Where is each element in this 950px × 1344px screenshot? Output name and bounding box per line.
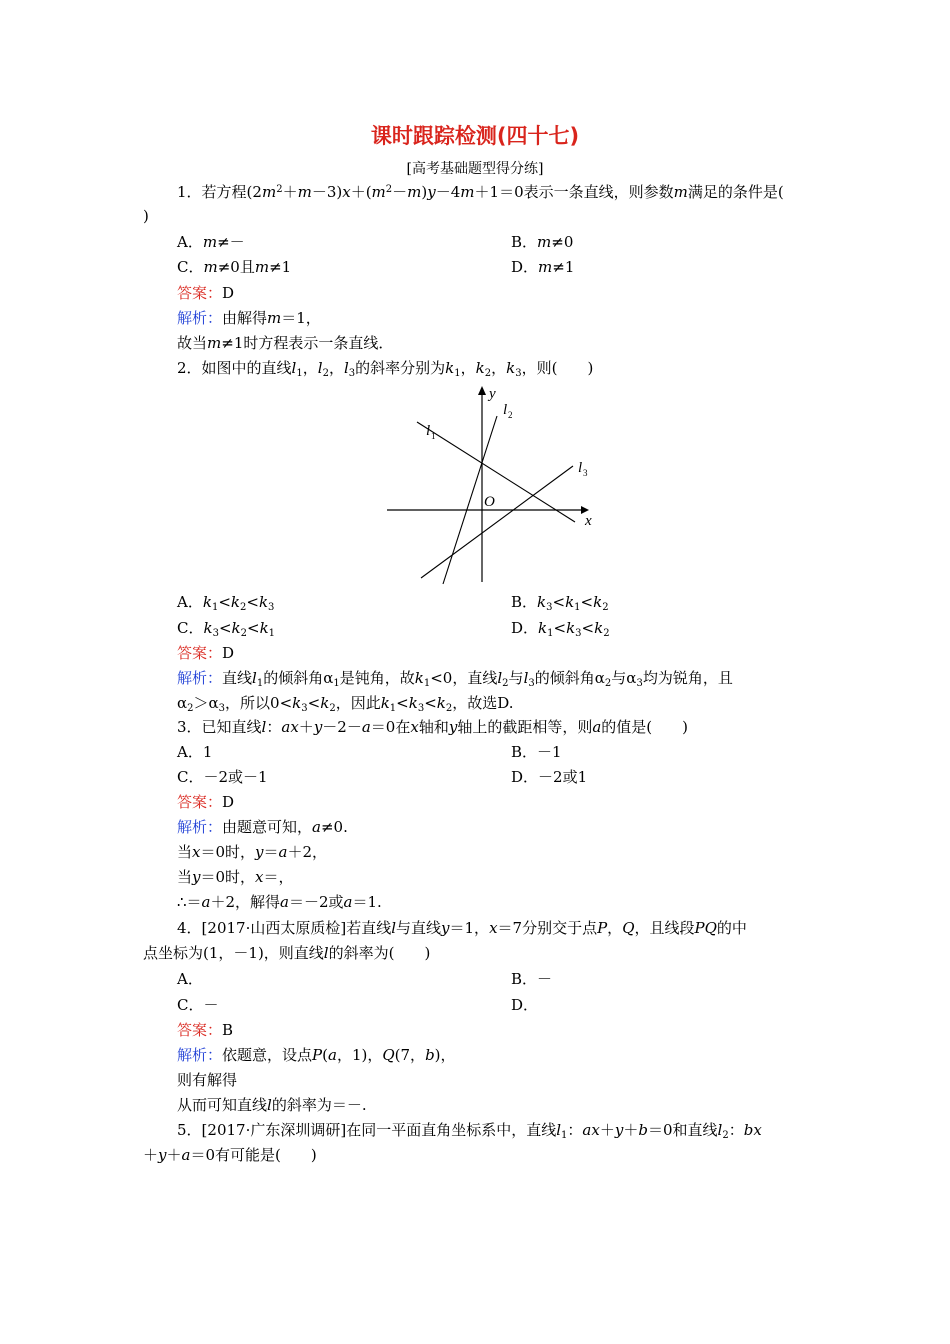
l1-subscript: 1	[431, 431, 436, 441]
q1-analysis: 解析：由解得m＝1，	[177, 309, 321, 327]
q4-analysis-3: 从而可知直线l的斜率为＝－.	[177, 1096, 367, 1114]
l3-label: l	[578, 460, 583, 476]
q3-analysis-4: ∴＝a＋2，解得a＝－2或a＝1.	[177, 893, 382, 911]
q1-option-b: B．m≠0	[511, 233, 574, 251]
q1-stem: 1．若方程$(2m^2+m-3)x+(m^2-m)y-4m+1=0$表示一条直线，则参数m满足的条件是(	[177, 183, 784, 201]
l2-label: l	[503, 402, 508, 418]
q2-option-c: C．$k_3<k_2<k_1$	[177, 619, 276, 639]
q4-analysis-2: 则有解得	[177, 1071, 238, 1089]
q4-stem: 4．[2017·山西太原质检]若直线l与直线y＝1，x＝7分别交于点P，Q，且线段PQ的中	[177, 919, 747, 937]
q4-option-b: B．－	[511, 970, 553, 988]
q2-option-b: B．$k_3<k_1<k_2$	[511, 593, 609, 613]
l2-subscript: 2	[508, 410, 513, 420]
q2-option-d: D．$k_1<k_3<k_2$	[511, 619, 610, 639]
x-axis-label: x	[585, 513, 592, 529]
q3-option-c: C．－2或－1	[177, 768, 268, 786]
q1-answer: 答案：D	[177, 284, 235, 302]
section-subtitle: [高考基础题型得分练]	[406, 161, 544, 177]
q4-option-a: A．	[177, 970, 203, 988]
q5-stem: 5．[2017·广东深圳调研]在同一平面直角坐标系中，直线$l_1$：ax＋y＋b＝0和直线$l_2$：bx	[177, 1121, 762, 1141]
q3-analysis-3: 当y＝0时，x＝，	[177, 868, 294, 886]
q4-answer: 答案：B	[177, 1021, 234, 1039]
q4-stem-cont: 点坐标为(1，－1)，则直线l的斜率为( )	[143, 944, 431, 962]
q1-option-c: C．m≠0且m≠1	[177, 258, 292, 276]
q3-analysis-2: 当x＝0时，y＝a＋2，	[177, 843, 328, 861]
q3-option-d: D．－2或1	[511, 768, 588, 786]
y-axis-arrow	[478, 386, 486, 395]
q1-stem-cont: )	[143, 207, 149, 225]
origin-label: O	[484, 494, 495, 510]
page-title: 课时跟踪检测(四十七)	[370, 124, 580, 148]
l1-label: l	[426, 423, 431, 439]
line-l1	[417, 422, 575, 522]
q3-option-a: A．1	[177, 743, 213, 761]
q3-stem: 3．已知直线l：ax＋y－2－a＝0在x轴和y轴上的截距相等，则a的值是( )	[177, 718, 688, 736]
q2-answer: 答案：D	[177, 644, 235, 662]
y-axis-label: y	[489, 386, 496, 402]
q4-analysis: 解析：依题意，设点P(a，1)，Q(7，b)，	[177, 1046, 456, 1064]
q3-option-b: B．－1	[511, 743, 562, 761]
q2-analysis: 解析：直线$l_1$的倾斜角$\alpha_1$是钝角，故$k_1<0$，直线$l_2$与$l_3$的倾斜角$\alpha_2$与$\alpha_3$均为锐角，且	[177, 669, 733, 689]
q2-analysis-2: $\alpha_2>\alpha_3$，所以$0<k_3<k_2$，因此$k_1<k_3<k_2$，故选D.	[177, 694, 514, 714]
q4-option-d: D．	[511, 996, 539, 1014]
line-l3	[421, 466, 573, 578]
lines-figure	[385, 382, 597, 588]
q5-stem-cont: ＋y＋a＝0有可能是( )	[143, 1146, 317, 1164]
q1-analysis-2: 故当m≠1时方程表示一条直线．	[177, 334, 394, 352]
q1-option-d: D．m≠1	[511, 258, 575, 276]
q2-stem: 2．如图中的直线$l_1$，$l_2$，$l_3$的斜率分别为$k_1$，$k_2$，$k_3$，则( )	[177, 359, 594, 379]
l3-subscript: 3	[583, 468, 588, 478]
q2-option-a: A．$k_1<k_2<k_3$	[177, 593, 275, 613]
q3-analysis: 解析：由题意可知，a≠0.	[177, 818, 348, 836]
q4-option-c: C．－	[177, 996, 219, 1014]
q3-answer: 答案：D	[177, 793, 235, 811]
q1-option-a: A．m≠－	[177, 233, 245, 251]
